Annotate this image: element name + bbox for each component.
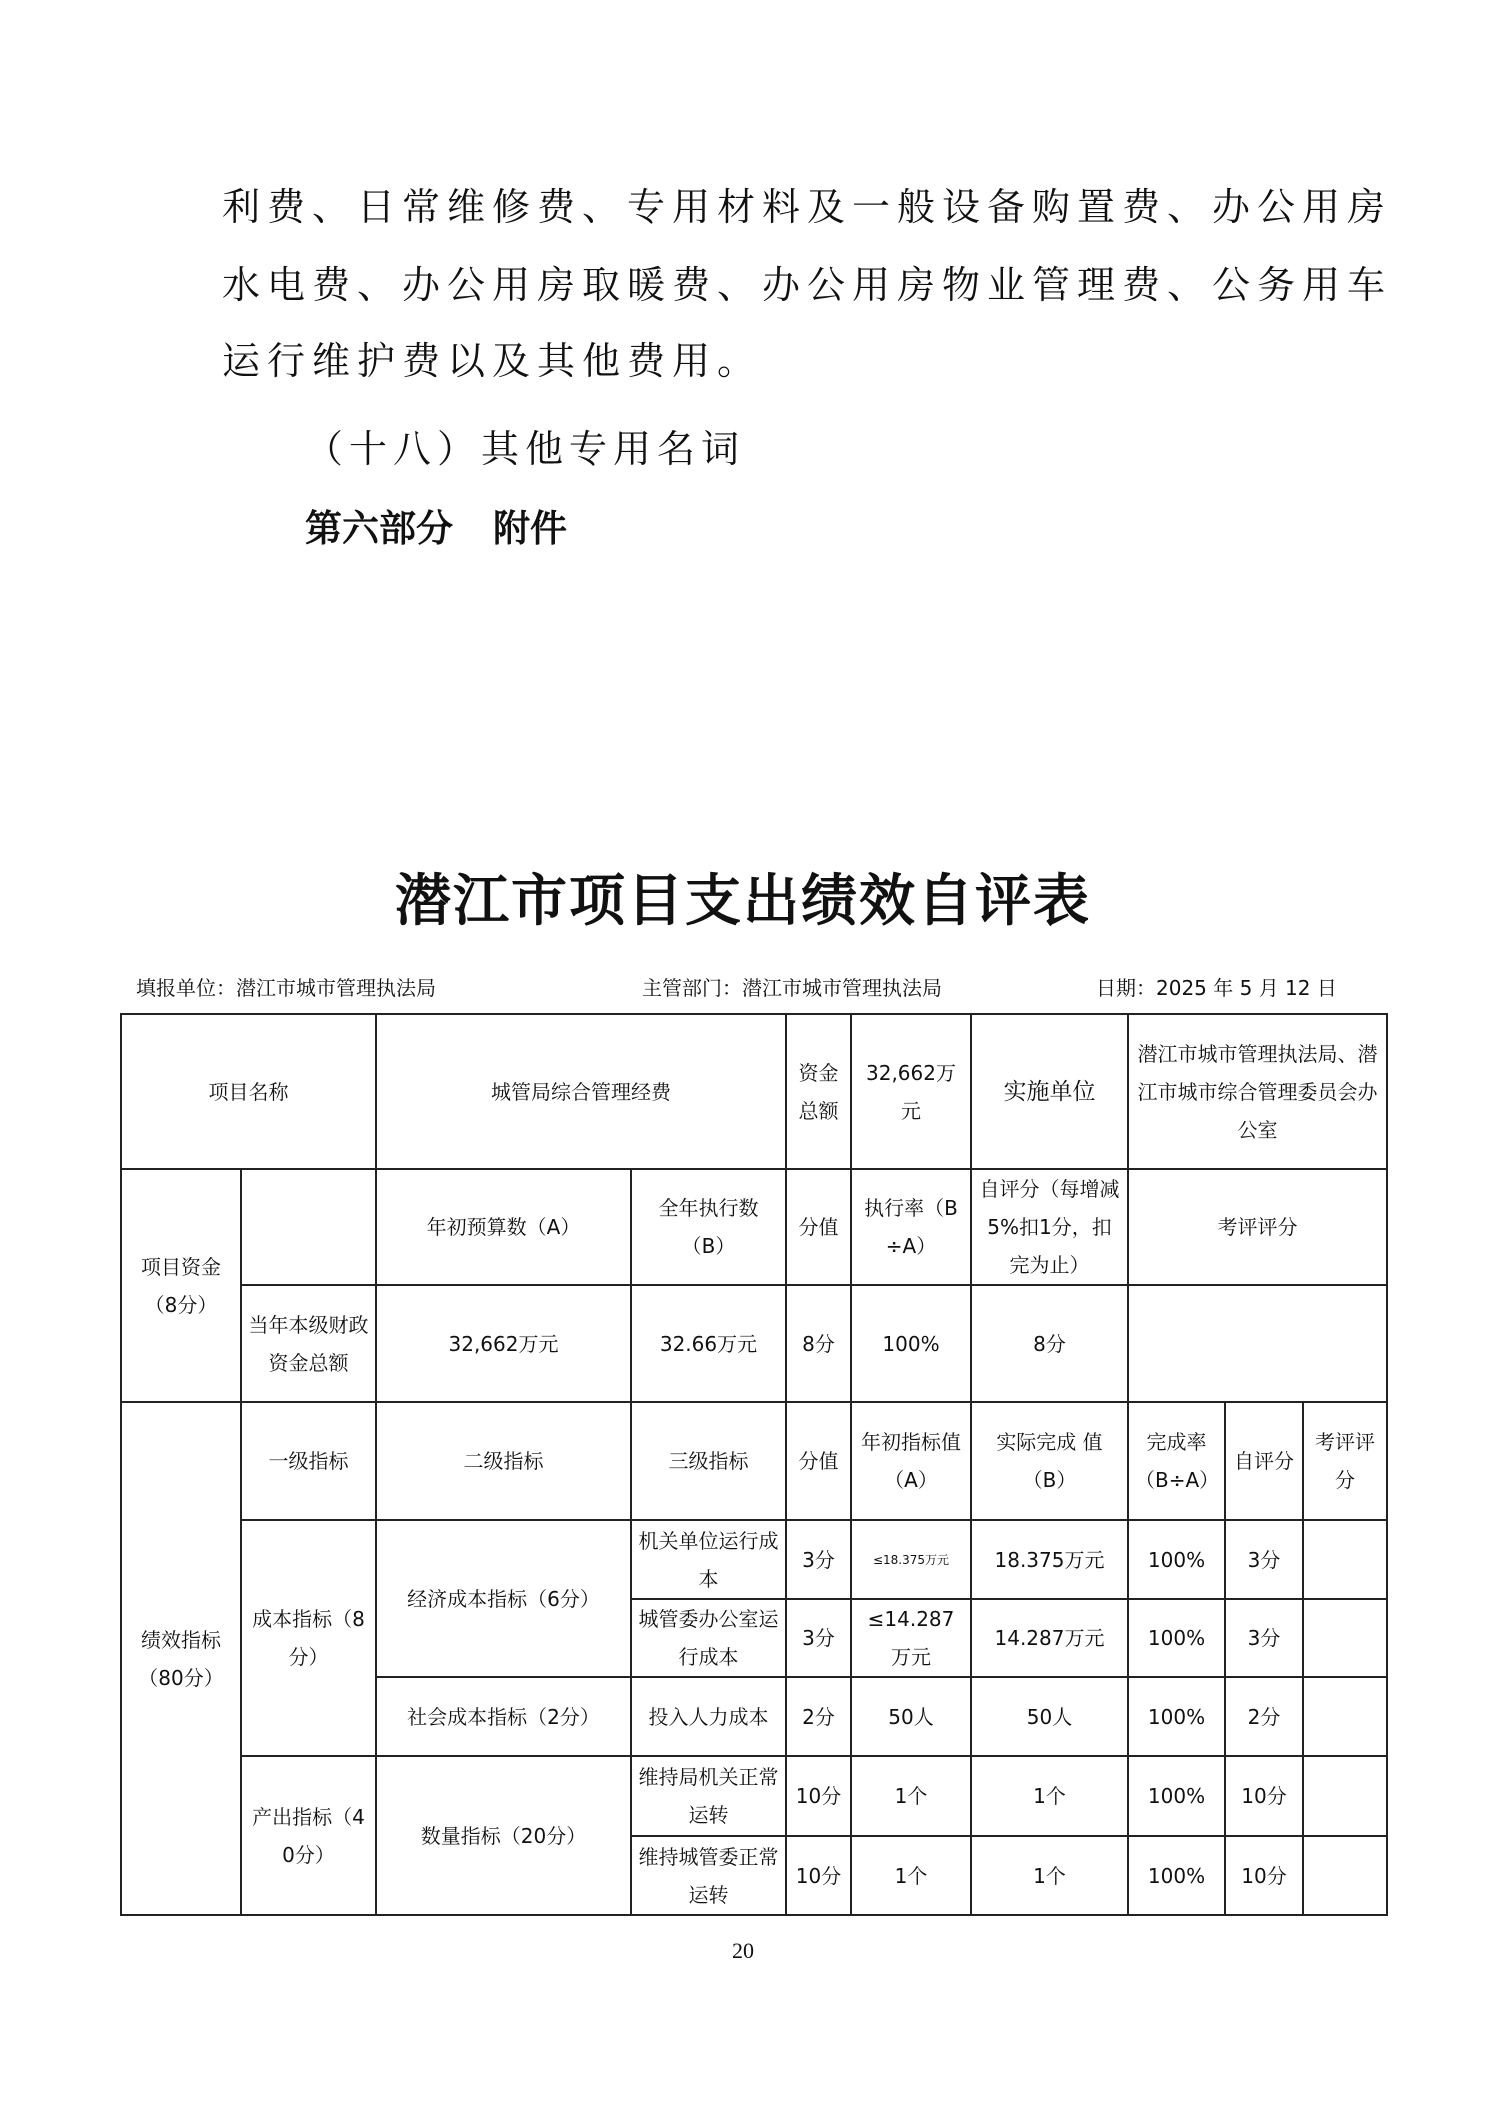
funds-rate: 100% [851,1285,971,1402]
funds-self-score: 8分 [971,1285,1128,1402]
row2-indicator: 城管委办公室运行成本 [631,1599,786,1677]
paragraph-line-3: 运行维护费以及其他费用。 [222,339,763,383]
funds-header-rate: 执行率（B÷A） [851,1169,971,1285]
row2-actual: 14.287万元 [971,1599,1128,1677]
row2-review [1303,1599,1387,1677]
section-title: 附件 [493,507,567,550]
perf-header-review: 考评评分 [1303,1402,1387,1520]
row3-target: 50人 [851,1677,971,1756]
funds-header-budget: 年初预算数（A） [376,1169,631,1285]
row4-rate: 100% [1128,1756,1225,1836]
funds-score: 8分 [786,1285,851,1402]
row4-score: 10分 [786,1756,851,1836]
funds-header-score: 分值 [786,1169,851,1285]
perf-header-level1: 一级指标 [241,1402,376,1520]
row1-rate: 100% [1128,1520,1225,1599]
row3-actual: 50人 [971,1677,1128,1756]
row2-rate: 100% [1128,1599,1225,1677]
row5-target: 1个 [851,1836,971,1915]
paragraph-line-1: 利费、日常维修费、专用材料及一般设备购置费、办公用房 [222,185,1393,229]
funds-blank-cell [241,1169,376,1285]
row4-actual: 1个 [971,1756,1128,1836]
perf-label: 绩效指标（80分） [121,1402,241,1915]
row5-rate: 100% [1128,1836,1225,1915]
row4-indicator: 维持局机关正常运转 [631,1756,786,1836]
section-part: 第六部分 [305,507,453,550]
row3-review [1303,1677,1387,1756]
funds-review-score [1128,1285,1387,1402]
report-date: 日期：2025 年 5 月 12 日 [1096,976,1337,1000]
table-title: 潜江市项目支出绩效自评表 [395,869,1091,934]
total-fund: 32,662万元 [851,1014,971,1169]
row5-indicator: 维持城管委正常运转 [631,1836,786,1915]
funds-executed: 32.66万元 [631,1285,786,1402]
row2-self: 3分 [1225,1599,1303,1677]
row5-review [1303,1836,1387,1915]
row2-target: ≤14.287万元 [851,1599,971,1677]
funds-row-label: 当年本级财政资金总额 [241,1285,376,1402]
perf-header-actual: 实际完成 值（B） [971,1402,1128,1520]
funds-budget: 32,662万元 [376,1285,631,1402]
project-name: 城管局综合管理经费 [376,1014,786,1169]
row1-score: 3分 [786,1520,851,1599]
row1-self: 3分 [1225,1520,1303,1599]
performance-table [120,1013,1388,1916]
perf-header-rate: 完成率（B÷A） [1128,1402,1225,1520]
funds-header-executed: 全年执行数（B） [631,1169,786,1285]
row4-target: 1个 [851,1756,971,1836]
economic-cost-label: 经济成本指标（6分） [376,1520,631,1677]
perf-header-self: 自评分 [1225,1402,1303,1520]
paragraph-line-2: 水电费、办公用房取暖费、办公用房物业管理费、公务用车 [222,263,1393,307]
page-number: 20 [732,1938,754,1963]
project-name-label: 项目名称 [121,1014,376,1169]
row5-actual: 1个 [971,1836,1128,1915]
row3-rate: 100% [1128,1677,1225,1756]
row3-indicator: 投入人力成本 [631,1677,786,1756]
output-indicator-label: 产出指标（40分） [241,1756,376,1915]
perf-header-level2: 二级指标 [376,1402,631,1520]
row5-self: 10分 [1225,1836,1303,1915]
row3-score: 2分 [786,1677,851,1756]
perf-header-target: 年初指标值（A） [851,1402,971,1520]
row2-score: 3分 [786,1599,851,1677]
row4-review [1303,1756,1387,1836]
subheading: （十八）其他专用名词 [305,427,746,471]
section-heading [305,504,567,554]
impl-unit-label: 实施单位 [971,1014,1128,1169]
row1-target: ≤18.375万元 [851,1520,971,1599]
perf-header-level3: 三级指标 [631,1402,786,1520]
supervising-dept: 主管部门：潜江市城市管理执法局 [642,976,942,1000]
quantity-indicator-label: 数量指标（20分） [376,1756,631,1915]
funds-label: 项目资金（8分） [121,1169,241,1402]
funds-header-review-score: 考评评分 [1128,1169,1387,1285]
cost-indicator-label: 成本指标（8分） [241,1520,376,1756]
fill-unit: 填报单位：潜江市城市管理执法局 [136,976,436,1000]
row1-actual: 18.375万元 [971,1520,1128,1599]
total-fund-label: 资金总额 [786,1014,851,1169]
row1-indicator: 机关单位运行成本 [631,1520,786,1599]
perf-header-score: 分值 [786,1402,851,1520]
row4-self: 10分 [1225,1756,1303,1836]
social-cost-label: 社会成本指标（2分） [376,1677,631,1756]
impl-unit: 潜江市城市管理执法局、潜江市城市综合管理委员会办公室 [1128,1014,1387,1169]
funds-header-self-score: 自评分（每增减5%扣1分，扣完为止） [971,1169,1128,1285]
row5-score: 10分 [786,1836,851,1915]
row1-review [1303,1520,1387,1599]
row3-self: 2分 [1225,1677,1303,1756]
